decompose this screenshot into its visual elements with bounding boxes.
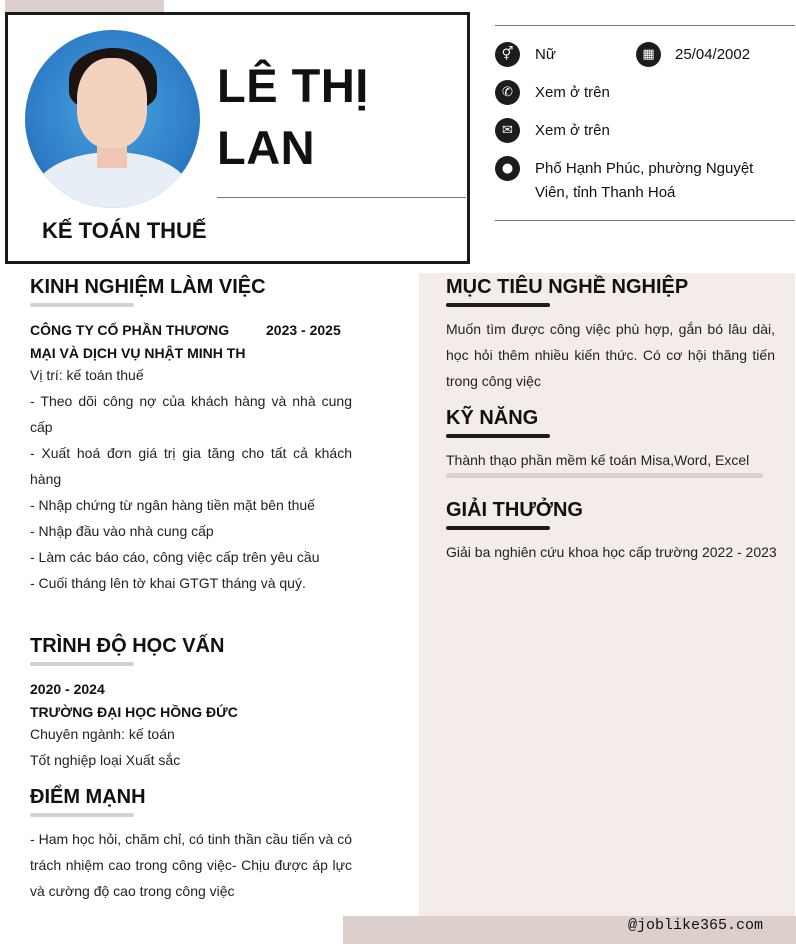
job-title: KẾ TOÁN THUẾ	[42, 218, 207, 243]
strengths-underline	[30, 813, 134, 817]
address-line-2: Viên, tỉnh Thanh Hoá	[535, 184, 676, 201]
objective-text: Muốn tìm được công việc phù hợp, gắn bó lâu dài, học hỏi thêm nhiều kiến thức. Có cơ hội thăng tiến trong công việc	[446, 321, 775, 389]
name-line-1: LÊ THỊ	[217, 59, 369, 112]
avatar	[25, 30, 200, 208]
position: Vị trí: kế toán thuế	[30, 367, 144, 383]
duty-item: - Nhập chứng từ ngân hàng tiền mặt bên thuế	[30, 497, 315, 513]
experience-period: 2023 - 2025	[266, 322, 341, 338]
skill-level-bar	[446, 473, 763, 478]
objective-title: MỤC TIÊU NGHỀ NGHIỆP	[446, 276, 689, 298]
school-name: TRƯỜNG ĐẠI HỌC HỒNG ĐỨC	[30, 704, 238, 720]
education-details	[30, 721, 180, 773]
awards-underline	[446, 526, 550, 530]
education-underline	[30, 662, 134, 666]
duty-item: - Nhập đầu vào nhà cung cấp	[30, 523, 214, 539]
skills-title: KỸ NĂNG	[446, 407, 539, 429]
email-value: Xem ở trên	[535, 122, 610, 139]
address-line-1: Phố Hạnh Phúc, phường Nguyệt	[535, 160, 754, 177]
objective-underline	[446, 303, 550, 307]
strengths-text: - Ham học hỏi, chăm chỉ, có tinh thần cầu tiến và có trách nhiệm cao trong công việc- Chịu được áp lực và cường độ cao trong công việc	[30, 831, 352, 899]
duty-item: - Xuất hoá đơn giá trị gia tăng cho tất cả khách hàng	[30, 445, 352, 487]
strengths-title: ĐIỂM MẠNH	[30, 786, 146, 808]
education-info	[30, 678, 238, 724]
company-line-1: CÔNG TY CỔ PHẦN THƯƠNG	[30, 322, 230, 338]
footer-watermark: @joblike365.com	[628, 917, 764, 934]
mail-icon: ✉	[495, 118, 520, 143]
duty-item: - Theo dõi công nợ của khách hàng và nhà cung cấp	[30, 393, 352, 435]
candidate-name	[217, 55, 457, 179]
phone-icon: ✆	[495, 80, 520, 105]
location-pin-icon: ●	[495, 156, 520, 181]
education-period: 2020 - 2024	[30, 681, 105, 697]
info-divider-top	[495, 25, 795, 26]
phone-value: Xem ở trên	[535, 84, 610, 101]
company-line-2: MẠI VÀ DỊCH VỤ NHẬT MINH TH	[30, 345, 246, 361]
name-divider	[217, 197, 466, 198]
duty-item: - Cuối tháng lên tờ khai GTGT tháng và quý.	[30, 575, 306, 591]
calendar-icon: ▦	[636, 42, 661, 67]
info-divider-bottom	[495, 220, 795, 221]
address-value	[535, 157, 790, 205]
company-name	[30, 319, 265, 365]
award-item: Giải ba nghiên cứu khoa học cấp trường 2022 - 2023	[446, 544, 777, 560]
skill-item: Thành thạo phần mềm kế toán Misa,Word, Excel	[446, 452, 750, 468]
experience-details	[30, 362, 352, 596]
name-line-2: LAN	[217, 121, 316, 174]
graduation-result: Tốt nghiệp loại Xuất sắc	[30, 752, 181, 768]
education-title: TRÌNH ĐỘ HỌC VẤN	[30, 635, 225, 657]
gender-icon: ⚥	[495, 42, 520, 67]
awards-title: GIẢI THƯỞNG	[446, 499, 583, 521]
experience-title: KINH NGHIỆM LÀM VIỆC	[30, 276, 266, 298]
experience-underline	[30, 303, 134, 307]
gender-value: Nữ	[535, 46, 556, 63]
skills-underline	[446, 434, 550, 438]
major: Chuyên ngành: kế toán	[30, 726, 175, 742]
birthdate-value: 25/04/2002	[675, 46, 751, 63]
duty-item: - Làm các báo cáo, công việc cấp trên yêu cầu	[30, 549, 320, 565]
